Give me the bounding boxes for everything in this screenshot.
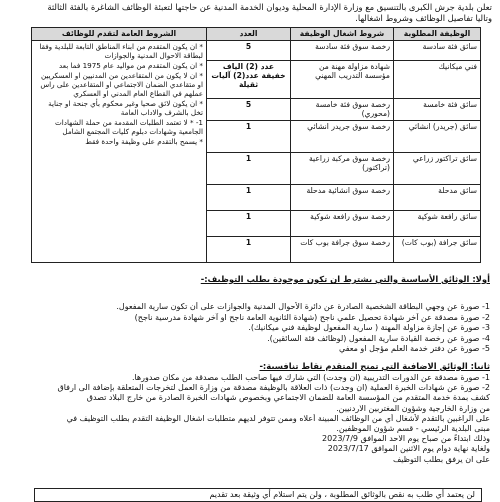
job-count: 1 (207, 237, 291, 263)
job-title: سائق رافعة شوكية (394, 211, 481, 237)
basic-documents-list (12, 302, 490, 355)
general-condition-item: * يسمح بالتقدم على وظيفة واحدة فقط (85, 137, 203, 146)
job-title: سائق فئة سادسة (394, 41, 481, 61)
general-condition-item: * ان يكون المتقدم من ابناء المناطق التابعة للبلدية وفقا لبطاقة الاحوال المدنية والجوازات (39, 42, 203, 60)
additional-documents-title: ثانيا: الوثائق الاضافية التي تمنح المتقدم نقاط تنافسية:- (259, 361, 490, 371)
job-title: سائق (جريدر) انشائي (394, 121, 481, 153)
job-conditions: رخصة سوق جريدر انشائي (291, 121, 394, 153)
text-line: على ان يرفق بطلب التوظيف (392, 454, 490, 464)
table-row (32, 41, 481, 61)
general-condition-item: * ان يكون المتقدم من مواليد عام 1975 فما بعد (58, 61, 203, 70)
job-conditions: رخصة سوق مركبة زراعية (تراكتور) (291, 153, 394, 185)
job-conditions: رخصة سوق انشائية مدحلة (291, 185, 394, 211)
basic-documents-title: أولا: الوثائق الأساسية والتي يشترط ان تكون موجودة بطلب التوظيف:- (200, 274, 490, 284)
job-count: 5 (207, 99, 291, 121)
intro-line-1: تعلن بلدية جرش الكبرى بالتنسيق مع وزارة الإدارة المحلية وديوان الخدمة المدنية عن حاجتها لتعبئة الوظائف الشاغرة بالفئة الثالثة (47, 2, 492, 12)
list-item: 2- صورة مصدقة عن آخر شهادة تحصيل علمي ناجح (شهادة الثانوية العامة ناجح او آخر شهادة مدرسية ناجح) (134, 312, 490, 322)
general-condition-item: * ان يكون لائق صحيا وغير محكوم بأي جنحة او جناية تخل بالشرف والاداب العامة (48, 99, 203, 117)
text-line: 2- صورة عن شهادات الخبرة العملية (ان وجدت) ذات العلاقة بالوظيفة مصدقة من وزارة العمل لتخرجات المتعلقة بإضافة الى ارفاق (57, 383, 490, 393)
list-item: 4- صورة عن رخصة القيادة سارية المفعول (لوظائف فئة السائقين). (267, 333, 490, 343)
job-title: سائق فئة خامسة (394, 99, 481, 121)
general-conditions (32, 41, 207, 263)
list-item: 1- صورة عن وجهي البطاقة الشخصية الصادرة عن دائرة الأحوال المدنية والجوازات على أن تكون سارية المفعول. (116, 302, 490, 311)
general-condition-item: * ان لا يكون من المتقاعدين من المدنيين او العسكريين او متقاعدي الضمان الاجتماعي او المتقاعدين على راس عملهم في القطاع العام المدني او العسكري (40, 71, 203, 98)
text-line: ولغاية نهاية دوام يوم الاثنين الموافق 2023/7/17 (327, 444, 490, 454)
vacancies-table (31, 27, 481, 263)
job-count: 1 (207, 153, 291, 185)
job-title: سائق جرافة (بوب كات) (394, 237, 481, 263)
notice-box: لن يعتمد أي طلب به نقص بالوثائق المطلوبة ، ولن يتم استلام أي وثيقة بعد تقديم (34, 488, 482, 502)
header-count: العدد (207, 28, 291, 41)
text-line: كشف بمدة خدمة المتقدم من المؤسسة العامة للضمان الاجتماعي وبخصوص شهادات الخبرة الصادرة من خارج البلاد تصدق (86, 393, 490, 403)
text-line: وذلك ابتداءً من صباح يوم الاحد الموافق 2023/7/9 (322, 434, 490, 444)
text-line: من وزارة الخارجية وشؤون المغتربين الاردنيين. (336, 403, 490, 413)
intro-text (8, 2, 492, 23)
additional-documents-text (10, 373, 490, 465)
text-line: مبنى البلدية الرئيسي - قسم شؤون الموظفين. (336, 424, 490, 434)
job-title: سائق تراكتور زراعي (394, 153, 481, 185)
job-conditions: رخصة سوق جرافة بوب كات (291, 237, 394, 263)
header-job: الوظيفة المطلوبة (394, 28, 481, 41)
list-item: 5- صورة عن دفتر خدمة العلم مؤجل او معفي (339, 344, 490, 353)
job-title: سائق مدحلة (394, 185, 481, 211)
header-general-conditions: الشروط العامة لتقدم للوظائف (32, 28, 207, 41)
list-item: 3- صورة عن إجازة مزاولة المهنة ( سارية المفعول لوظيفة فني ميكانيك). (248, 323, 490, 332)
job-count: 5 (207, 41, 291, 61)
job-conditions: رخصة سوق فئة خامسة (محوري) (291, 99, 394, 121)
text-line: على الراغبين بالتقدم لأشغال أي من الوظائف المبينة أعلاه وممن تتوفر لديهم متطلبات اشغال الوظيفة التقدم بطلب التوظيف في (66, 413, 490, 423)
header-conditions: شروط اشغال الوظيفة (291, 28, 394, 41)
job-conditions: رخصة سوق رافعة شوكية (291, 211, 394, 237)
table-header-row (32, 28, 481, 41)
job-conditions: شهادة مزاولة مهنة من مؤسسة التدريب المهني (291, 61, 394, 99)
job-title: فني ميكانيك (394, 61, 481, 99)
general-condition-item: 1- * لا تعتمد الطلبات المقدمة من حملة الشهادات الجامعية وشهادات دبلوم كليات المجتمع الشامل (55, 118, 203, 136)
job-count: عدد (2) الياف خفيفة عدد(2) آليات ثقيلة (207, 61, 291, 99)
job-conditions: رخصة سوق فئة سادسة (291, 41, 394, 61)
intro-line-2: وتاليا تفاصيل الوظائف وشروط اشغالها. (355, 12, 492, 23)
job-count: 1 (207, 211, 291, 237)
job-count: 1 (207, 185, 291, 211)
text-line: 1- صورة مصدقة عن الدورات التدريبية (ان وجدت) التي شارك فيها صاحب الطلب مصدقة من مكان صدورها. (131, 373, 490, 382)
job-count: 1 (207, 121, 291, 153)
